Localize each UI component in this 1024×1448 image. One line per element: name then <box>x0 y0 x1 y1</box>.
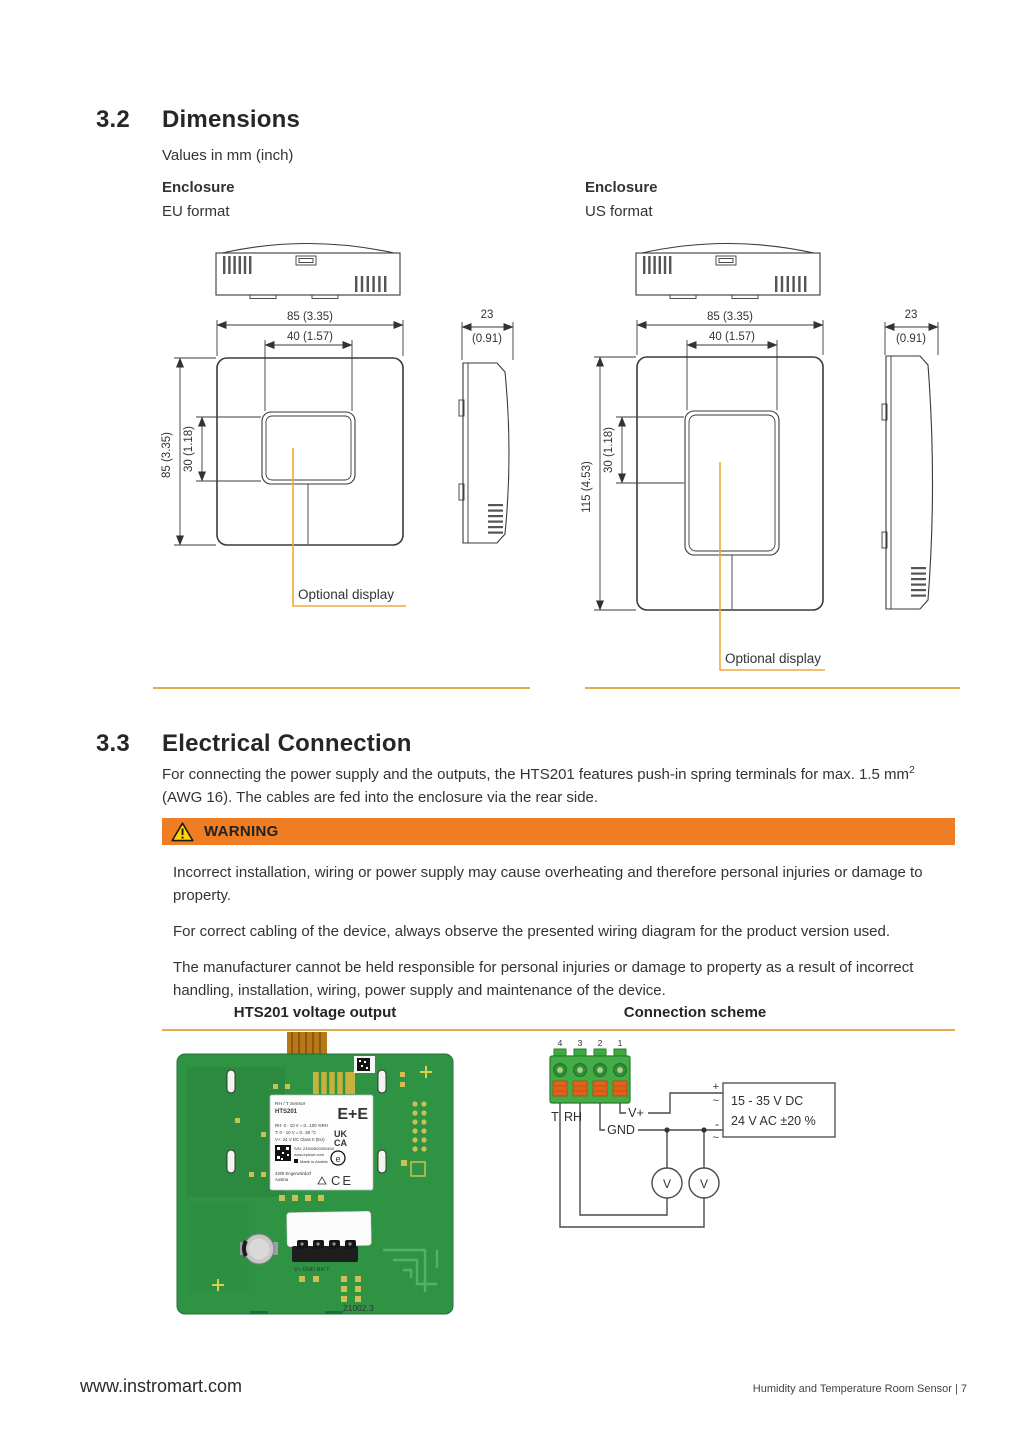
svg-text:(0.91): (0.91) <box>895 333 927 345</box>
pcb-photo <box>175 1032 460 1322</box>
intro-line1: For connecting the power supply and the outputs, the HTS201 features push-in spring terminals for max. 1.5 mm <box>162 766 910 783</box>
svg-text:15 - 35 V DC: 15 - 35 V DC <box>731 1094 804 1108</box>
svg-text:www.epluse.com: www.epluse.com <box>294 1152 325 1157</box>
svg-text:Optional display: Optional display <box>298 587 395 602</box>
svg-text:V: V <box>699 1177 709 1191</box>
pcb-figure-title: HTS201 voltage output <box>233 1004 397 1021</box>
us-figure-rule <box>585 687 960 689</box>
svg-text:3: 3 <box>577 1038 583 1048</box>
dimensions-subtitle: Values in mm (inch) <box>162 147 294 164</box>
svg-text:23: 23 <box>904 309 918 321</box>
power-supply-box <box>713 1081 835 1144</box>
us-side-view <box>882 356 933 609</box>
svg-text:S/N: 23302800000404: S/N: 23302800000404 <box>294 1146 335 1151</box>
label-gnd: GND <box>607 1123 635 1137</box>
svg-text:UK: UK <box>334 1129 347 1139</box>
warning-paragraph: For correct cabling of the device, always observe the presented wiring diagram for the product version used. <box>173 923 891 940</box>
svg-text:e: e <box>335 1154 341 1164</box>
warning-paragraph: The manufacturer cannot be held responsible for personal injuries or damage to property as a result of incorrect handling, installation, wiring, power supply and maintenance of the device. <box>173 959 914 999</box>
warning-triangle-icon <box>171 822 194 842</box>
svg-text:CA: CA <box>334 1138 347 1148</box>
scheme-figure-title: Connection scheme <box>623 1004 767 1021</box>
svg-text:40 (1.57): 40 (1.57) <box>286 331 334 343</box>
svg-text:4209 Engerwitzdorf: 4209 Engerwitzdorf <box>275 1171 312 1176</box>
svg-text:2: 2 <box>597 1038 603 1048</box>
svg-text:85 (3.35): 85 (3.35) <box>161 431 173 479</box>
section-title-dimensions: Dimensions <box>162 106 301 133</box>
svg-text:30 (1.18): 30 (1.18) <box>603 426 615 474</box>
intro-superscript: 2 <box>909 765 915 776</box>
svg-text:RH: 0 - 10 V = 0...100 %RH: RH: 0 - 10 V = 0...100 %RH <box>275 1123 328 1128</box>
terminal-numbers <box>558 1038 623 1048</box>
connection-scheme <box>530 1035 860 1235</box>
us-dimension-drawing <box>575 232 970 682</box>
warning-header <box>162 818 955 845</box>
eu-enclosure-heading: Enclosure <box>162 179 235 196</box>
svg-text:CE: CE <box>331 1173 354 1188</box>
warning-label: WARNING <box>204 823 279 840</box>
us-front-view <box>637 357 823 610</box>
svg-text:85 (3.35): 85 (3.35) <box>286 311 334 323</box>
svg-text:Austria: Austria <box>275 1177 289 1182</box>
eu-side-view <box>459 363 509 543</box>
eu-dimension-drawing <box>150 232 530 632</box>
datamatrix-code <box>357 1058 370 1071</box>
pin-silkscreen: V+ GND RH T <box>294 1267 330 1273</box>
svg-text:Optional display: Optional display <box>725 651 822 666</box>
svg-text:E+E: E+E <box>337 1106 368 1123</box>
svg-text:(0.91): (0.91) <box>471 333 503 345</box>
warning-paragraph: Incorrect installation, wiring or power supply may cause overheating and therefore personal injuries or damage to property. <box>173 864 923 904</box>
svg-text:40 (1.57): 40 (1.57) <box>708 331 756 343</box>
us-top-view <box>636 244 820 299</box>
eu-top-view <box>216 244 400 299</box>
qr-code <box>275 1145 291 1161</box>
section-title-electrical: Electrical Connection <box>162 730 412 757</box>
footer-website: www.instromart.com <box>80 1376 243 1396</box>
svg-text:+: + <box>712 1081 719 1093</box>
svg-text:V: V <box>662 1177 672 1191</box>
svg-text:HTS201: HTS201 <box>275 1109 298 1115</box>
label-vplus: V+ <box>628 1106 644 1120</box>
svg-text:-: - <box>715 1117 719 1131</box>
section-number-3-2: 3.2 <box>96 106 130 133</box>
svg-text:85 (3.35): 85 (3.35) <box>706 311 754 323</box>
eu-figure-rule <box>153 687 530 689</box>
section-number-3-3: 3.3 <box>96 730 130 757</box>
board-code-silkscreen: 21002.3 <box>343 1303 374 1313</box>
svg-text:~: ~ <box>712 1095 719 1107</box>
svg-text:23: 23 <box>480 309 494 321</box>
intro-line2: (AWG 16). The cables are fed into the enclosure via the rear side. <box>162 789 599 806</box>
svg-text:115 (4.53): 115 (4.53) <box>581 461 593 513</box>
eu-front-view <box>217 358 403 545</box>
svg-text:RH / T Sensor: RH / T Sensor <box>275 1102 306 1107</box>
warning-block <box>162 818 955 1031</box>
voltmeters <box>652 1168 719 1198</box>
svg-text:24 V AC ±20 %: 24 V AC ±20 % <box>731 1114 816 1128</box>
svg-text:Made in Austria: Made in Austria <box>300 1159 328 1164</box>
svg-text:~: ~ <box>712 1132 719 1144</box>
us-format-label: US format <box>585 203 653 220</box>
svg-text:V+: 24 V DC Class II (EU): V+: 24 V DC Class II (EU) <box>275 1137 325 1142</box>
svg-text:1: 1 <box>617 1038 623 1048</box>
pcb-label <box>270 1095 373 1190</box>
footer-document-title: Humidity and Temperature Room Sensor | 7 <box>752 1383 967 1395</box>
eu-format-label: EU format <box>162 203 230 220</box>
terminal-block <box>550 1049 630 1103</box>
label-rh: RH <box>563 1110 583 1124</box>
svg-text:T: 0 - 10 V = 0...50 °C: T: 0 - 10 V = 0...50 °C <box>275 1130 317 1135</box>
svg-text:30 (1.18): 30 (1.18) <box>183 425 195 473</box>
svg-text:4: 4 <box>557 1038 563 1048</box>
us-enclosure-heading: Enclosure <box>585 179 658 196</box>
electrical-intro <box>162 763 967 809</box>
label-t: T <box>551 1110 559 1124</box>
